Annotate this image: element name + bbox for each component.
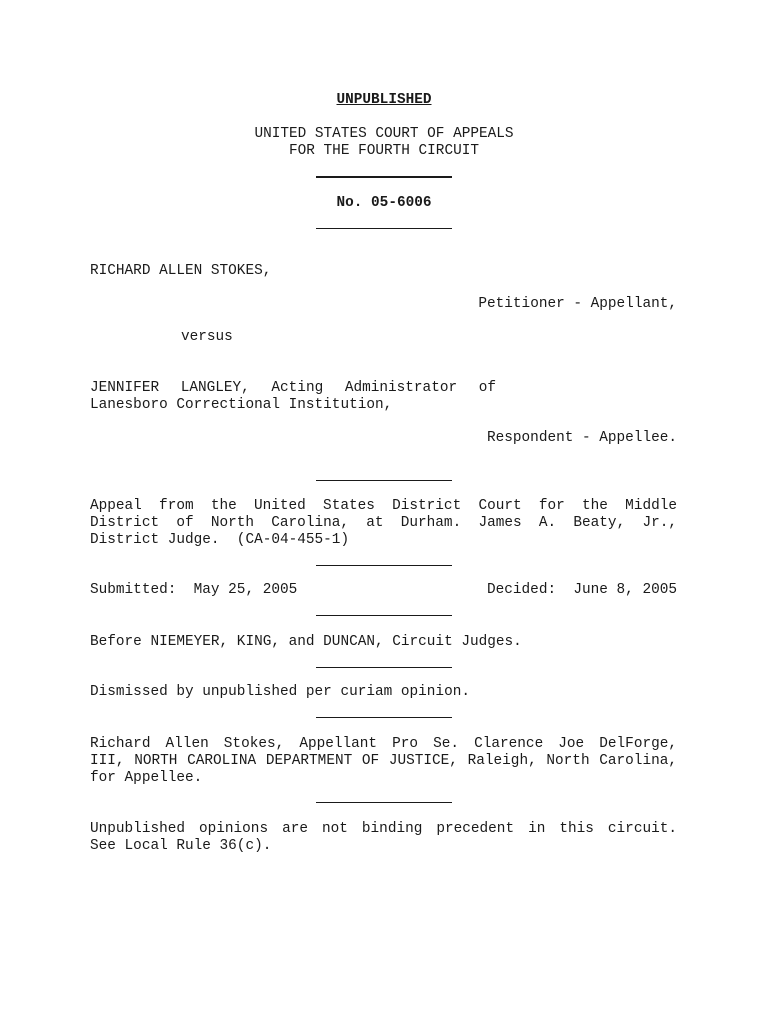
divider-rule (316, 176, 452, 178)
court-name-line1: UNITED STATES COURT OF APPEALS (254, 126, 514, 142)
appeal-line1: Appeal from the United States District Court for the Middle (90, 498, 677, 514)
divider-rule (316, 717, 452, 718)
divider-rule (316, 565, 452, 566)
submitted-date: Submitted: May 25, 2005 (90, 582, 298, 598)
divider-rule (316, 228, 452, 229)
respondent-role: Respondent - Appellee. (487, 430, 677, 446)
divider-rule (316, 667, 452, 668)
unpublished-label: UNPUBLISHED (336, 92, 432, 108)
notice-line1: Unpublished opinions are not binding precedent in this circuit. (90, 821, 677, 837)
court-name-line2: FOR THE FOURTH CIRCUIT (289, 143, 479, 159)
appeal-line3: District Judge. (CA-04-455-1) (90, 532, 350, 548)
respondent-line1: JENNIFER LANGLEY, Acting Administrator of (90, 380, 496, 396)
appeal-line2: District of North Carolina, at Durham. James A. Beaty, Jr., (90, 515, 677, 531)
counsel-line3: for Appellee. (90, 770, 203, 786)
notice-line2: See Local Rule 36(c). (90, 838, 272, 854)
divider-rule (316, 480, 452, 481)
disposition: Dismissed by unpublished per curiam opinion. (90, 684, 470, 700)
decided-date: Decided: June 8, 2005 (487, 582, 677, 598)
divider-rule (316, 615, 452, 616)
panel-judges: Before NIEMEYER, KING, and DUNCAN, Circuit Judges. (90, 634, 522, 650)
petitioner-name: RICHARD ALLEN STOKES, (90, 263, 272, 279)
case-number: No. 05-6006 (336, 195, 432, 211)
counsel-line1: Richard Allen Stokes, Appellant Pro Se. Clarence Joe DelForge, (90, 736, 677, 752)
divider-rule (316, 802, 452, 803)
versus-label: versus (181, 329, 233, 345)
petitioner-role: Petitioner - Appellant, (478, 296, 677, 312)
counsel-line2: III, NORTH CAROLINA DEPARTMENT OF JUSTICE, Raleigh, North Carolina, (90, 753, 677, 769)
respondent-line2: Lanesboro Correctional Institution, (90, 397, 393, 413)
